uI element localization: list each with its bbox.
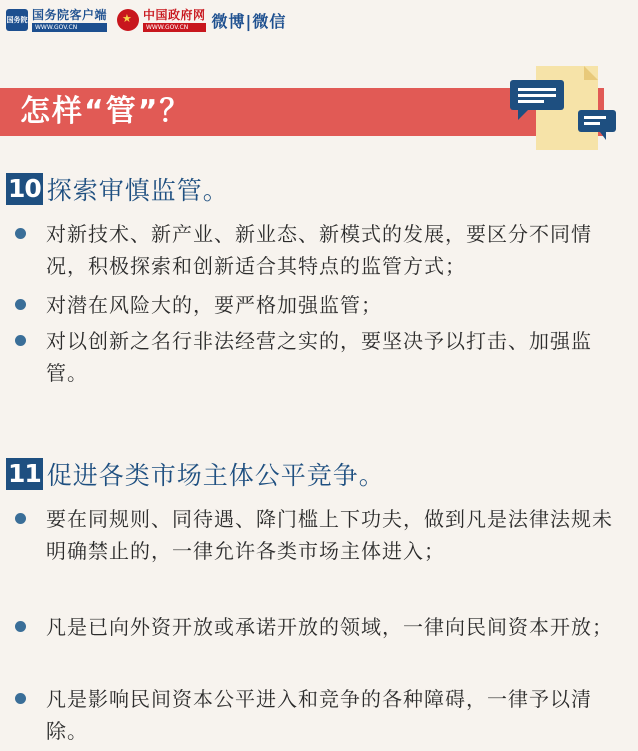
national-emblem-icon — [117, 9, 139, 31]
gov-website-url: WWW.GOV.CN — [143, 23, 206, 32]
list-item: 凡是影响民间资本公平进入和竞争的各种障碍，一律予以清除。 — [10, 683, 620, 747]
list-item: 对新技术、新产业、新业态、新模式的发展，要区分不同情况，积极探索和创新适合其特点的监管方式； — [10, 218, 620, 282]
social-links[interactable]: 微博|微信 — [211, 11, 287, 31]
chat-bubbles-icon — [506, 64, 622, 154]
bullet-dot — [15, 335, 26, 346]
page-title: 怎样“管”？ — [20, 94, 192, 129]
section-11-heading — [6, 456, 385, 492]
list-item: 凡是已向外资开放或承诺开放的领域，一律向民间资本开放； — [10, 611, 620, 643]
gov-client-logo[interactable] — [6, 8, 107, 32]
section-number: 11 — [8, 459, 41, 488]
section-title: 探索审慎监管。 — [46, 176, 229, 205]
gov-client-emblem-icon: 国务院 — [6, 9, 28, 31]
section-10-heading — [6, 171, 229, 207]
bullet-dot — [15, 228, 26, 239]
gov-website-name: 中国政府网 — [143, 8, 206, 22]
list-item: 对潜在风险大的，要严格加强监管； — [10, 289, 620, 321]
gov-client-url: WWW.GOV.CN — [32, 23, 107, 32]
list-item: 要在同规则、同待遇、降门槛上下功夫，做到凡是法律法规未明确禁止的，一律允许各类市场主体进入； — [10, 503, 620, 567]
gov-website-logo[interactable] — [117, 8, 286, 32]
bullet-dot — [15, 299, 26, 310]
section-title: 促进各类市场主体公平竞争。 — [46, 461, 385, 490]
bullet-dot — [15, 693, 26, 704]
bullet-dot — [15, 513, 26, 524]
gov-client-name: 国务院客户端 — [32, 8, 108, 22]
header — [0, 0, 638, 44]
section-number: 10 — [8, 174, 41, 203]
list-item: 对以创新之名行非法经营之实的，要坚决予以打击、加强监管。 — [10, 325, 620, 389]
bullet-dot — [15, 621, 26, 632]
